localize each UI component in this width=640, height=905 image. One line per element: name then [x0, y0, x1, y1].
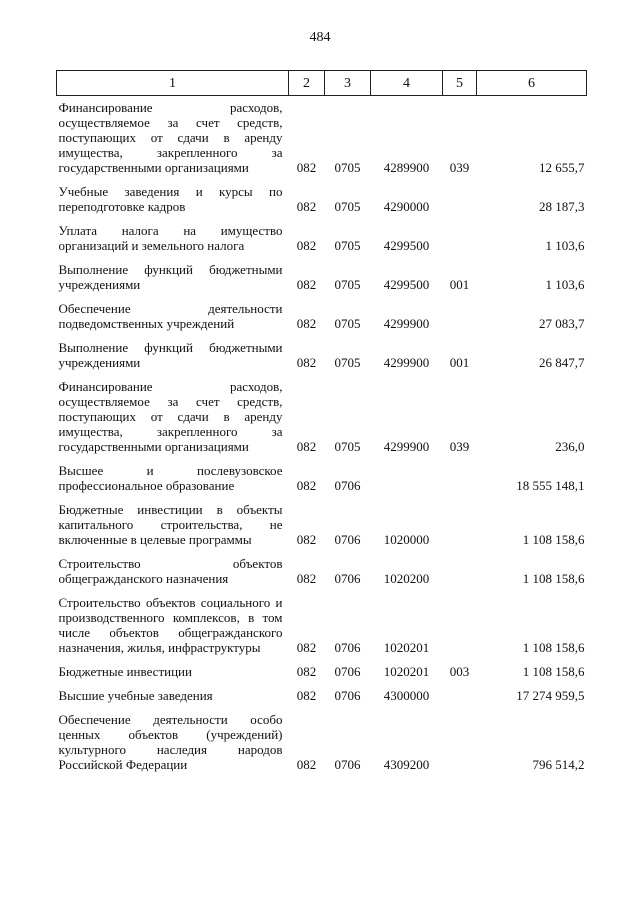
row-name: Финансирование расходов, осуществляемое за счет средств, поступающих от сдачи в аренду имущества, закрепленного за государственными организациями [58, 379, 283, 454]
row-sum: 1 103,6 [545, 277, 585, 292]
row-rz: 0706 [334, 478, 361, 493]
row-csr: 4290000 [383, 199, 430, 214]
row-ved: 082 [296, 160, 317, 175]
row-sum: 1 108 158,6 [522, 640, 585, 655]
row-ved: 082 [296, 640, 317, 655]
row-vr [443, 591, 477, 660]
table-row [57, 684, 587, 708]
row-sum: 1 103,6 [545, 238, 585, 253]
row-csr: 1020200 [383, 571, 430, 586]
row-vr [443, 180, 477, 219]
row-ved: 082 [296, 439, 317, 454]
table-row [57, 498, 587, 552]
table-row [57, 660, 587, 684]
table-row [57, 96, 587, 181]
row-csr: 4300000 [383, 688, 430, 703]
header-col-1: 1 [57, 71, 289, 96]
table-row [57, 297, 587, 336]
table-row [57, 336, 587, 375]
row-sum: 1 108 158,6 [522, 532, 585, 547]
table-row [57, 375, 587, 459]
row-ved: 082 [296, 478, 317, 493]
row-rz: 0706 [334, 757, 361, 772]
row-rz: 0705 [334, 160, 361, 175]
table-row [57, 180, 587, 219]
row-ved: 082 [296, 532, 317, 547]
row-name: Обеспечение деятельности подведомственных учреждений [58, 301, 283, 331]
row-ved: 082 [296, 277, 317, 292]
row-vr [443, 498, 477, 552]
row-name: Выполнение функций бюджетными учреждениями [58, 340, 283, 370]
row-ved: 082 [296, 355, 317, 370]
row-rz: 0705 [334, 439, 361, 454]
row-csr [371, 459, 443, 498]
row-rz: 0705 [334, 277, 361, 292]
row-vr [443, 708, 477, 777]
row-name: Бюджетные инвестиции [58, 664, 192, 679]
row-vr [443, 297, 477, 336]
row-csr: 4299900 [383, 355, 430, 370]
row-name: Уплата налога на имущество организаций и земельного налога [58, 223, 283, 253]
row-name: Финансирование расходов, осуществляемое за счет средств, поступающих от сдачи в аренду имущества, закрепленного за государственными организациями [58, 100, 283, 175]
row-ved: 082 [296, 238, 317, 253]
table-row [57, 459, 587, 498]
row-rz: 0705 [334, 316, 361, 331]
row-rz: 0705 [334, 355, 361, 370]
row-sum: 1 108 158,6 [522, 664, 585, 679]
header-col-4: 4 [371, 71, 443, 96]
row-ved: 082 [296, 199, 317, 214]
row-name: Строительство объектов общегражданского назначения [58, 556, 283, 586]
row-csr: 1020000 [383, 532, 430, 547]
row-name: Высшее и послевузовское профессиональное образование [58, 463, 283, 493]
page-number: 484 [309, 30, 331, 45]
row-csr: 4299900 [383, 439, 430, 454]
row-sum: 12 655,7 [539, 160, 585, 175]
table-row [57, 219, 587, 258]
header-col-6: 6 [477, 71, 587, 96]
row-sum: 796 514,2 [532, 757, 585, 772]
row-csr: 4299500 [383, 238, 430, 253]
row-ved: 082 [296, 757, 317, 772]
header-col-3: 3 [325, 71, 371, 96]
row-csr: 1020201 [383, 640, 430, 655]
row-name: Учебные заведения и курсы по переподготовке кадров [58, 184, 283, 214]
row-rz: 0705 [334, 238, 361, 253]
row-rz: 0706 [334, 688, 361, 703]
row-vr: 001 [449, 277, 470, 292]
row-name: Строительство объектов социального и производственного комплексов, в том числе объектов общегражданского назначения, жилья, инфраструктуры [58, 595, 283, 655]
row-name: Обеспечение деятельности особо ценных объектов (учреждений) культурного наследия народов Российской Федерации [58, 712, 283, 772]
table-row [57, 552, 587, 591]
row-rz: 0706 [334, 571, 361, 586]
table-row [57, 258, 587, 297]
row-csr: 1020201 [383, 664, 430, 679]
row-rz: 0706 [334, 532, 361, 547]
table-header [57, 71, 587, 96]
table-body [57, 96, 587, 778]
table-row [57, 708, 587, 777]
row-ved: 082 [296, 571, 317, 586]
row-ved: 082 [296, 688, 317, 703]
row-csr: 4299900 [383, 316, 430, 331]
row-rz: 0705 [334, 199, 361, 214]
row-sum: 18 555 148,1 [516, 478, 585, 493]
row-name: Выполнение функций бюджетными учреждениями [58, 262, 283, 292]
header-col-5: 5 [443, 71, 477, 96]
row-ved: 082 [296, 316, 317, 331]
row-vr [443, 219, 477, 258]
row-vr: 039 [449, 160, 470, 175]
row-sum: 1 108 158,6 [522, 571, 585, 586]
row-sum: 27 083,7 [539, 316, 585, 331]
row-sum: 28 187,3 [539, 199, 585, 214]
row-sum: 17 274 959,5 [516, 688, 585, 703]
header-row [57, 71, 587, 96]
row-csr: 4299500 [383, 277, 430, 292]
row-name: Бюджетные инвестиции в объекты капитального строительства, не включенные в целевые программы [58, 502, 283, 547]
row-sum: 26 847,7 [539, 355, 585, 370]
row-csr: 4309200 [383, 757, 430, 772]
row-vr: 001 [449, 355, 470, 370]
row-rz: 0706 [334, 640, 361, 655]
row-vr: 003 [449, 664, 470, 679]
row-vr [443, 684, 477, 708]
row-vr: 039 [449, 439, 470, 454]
row-sum: 236,0 [555, 439, 585, 454]
row-vr [443, 552, 477, 591]
budget-table [56, 70, 587, 777]
header-col-2: 2 [289, 71, 325, 96]
row-rz: 0706 [334, 664, 361, 679]
row-name: Высшие учебные заведения [58, 688, 213, 703]
row-ved: 082 [296, 664, 317, 679]
row-csr: 4289900 [383, 160, 430, 175]
row-vr [443, 459, 477, 498]
table-row [57, 591, 587, 660]
